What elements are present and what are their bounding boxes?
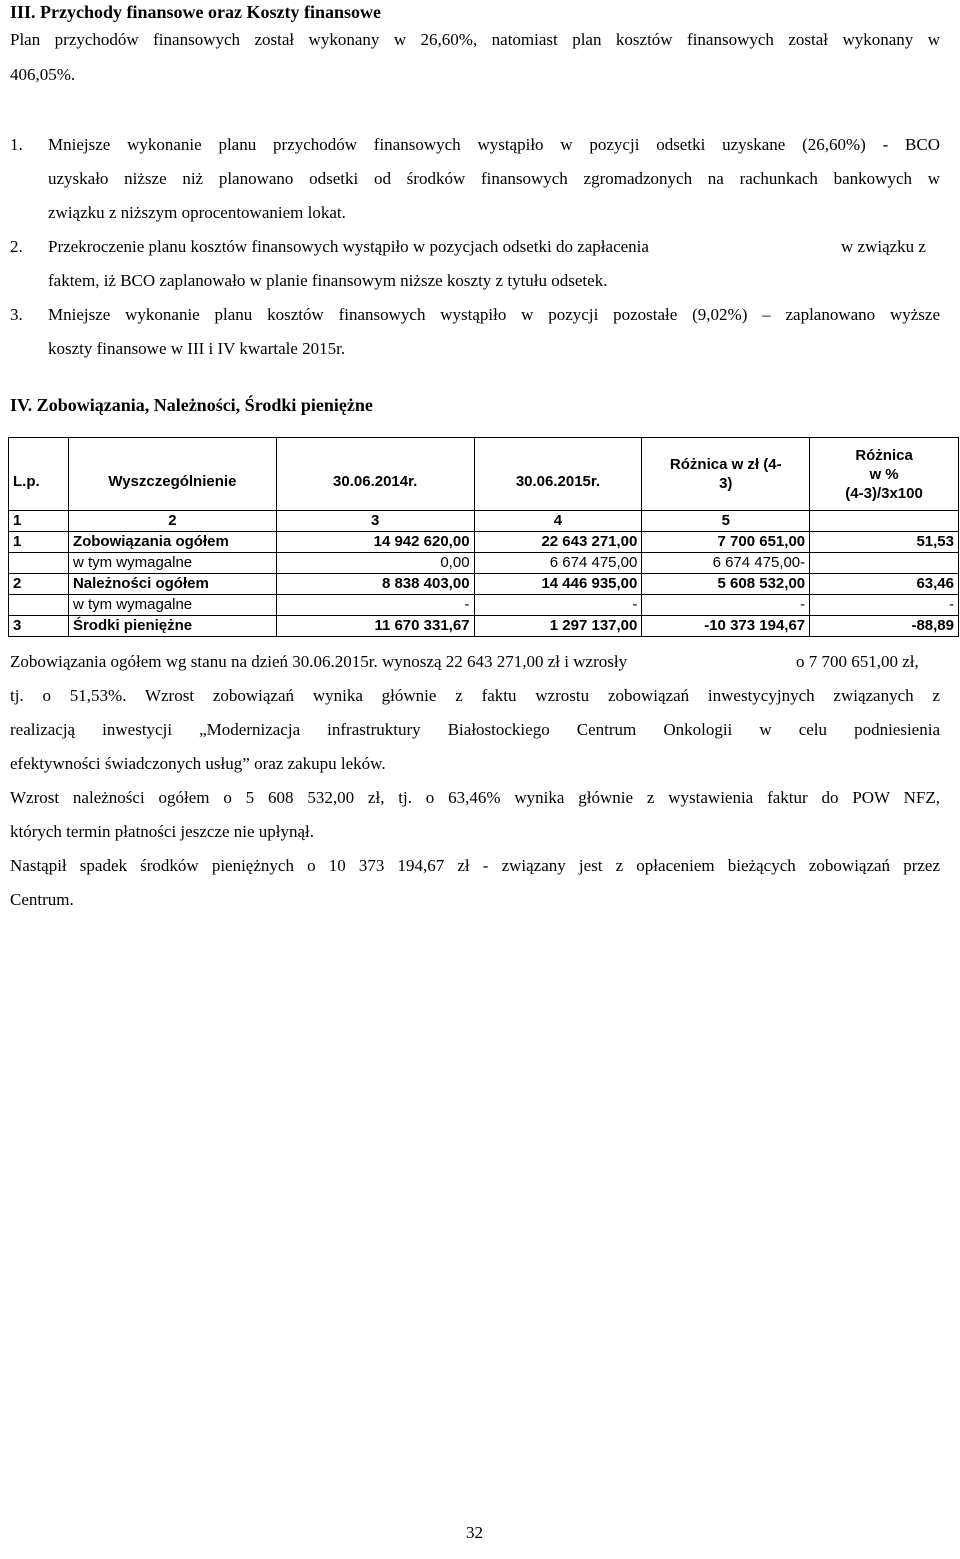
item-1-line2: uzyskało niższe niż planowano odsetki od środków finansowych zgromadzonych na rachunkach bankowych w <box>48 169 940 188</box>
cell-2015: 14 446 935,00 <box>474 574 642 595</box>
cell-description: w tym wymagalne <box>68 595 276 616</box>
cell-2015: - <box>474 595 642 616</box>
summary-p1-line4: efektywności świadczonych usług” oraz zakupu leków. <box>10 754 386 773</box>
header-difference-pct <box>810 438 959 511</box>
cell-percent: - <box>810 595 959 616</box>
item-3-line2: koszty finansowe w III i IV kwartale 2015r. <box>48 339 346 358</box>
header-difference-pct-line3: (4-3)/3x100 <box>845 484 923 502</box>
table-header-row <box>9 438 959 511</box>
table-row <box>9 616 959 637</box>
cell-description: Zobowiązania ogółem <box>68 532 276 553</box>
summary-p1-line1b: o 7 700 651,00 zł, <box>796 652 919 671</box>
cell-2014: 8 838 403,00 <box>276 574 474 595</box>
summary-p1-line3: realizacją inwestycji „Modernizacja infrastruktury Białostockiego Centrum Onkologii w celu podniesienia <box>10 720 940 739</box>
item-2-line1b: w związku z <box>841 237 926 256</box>
cell-percent: 51,53 <box>810 532 959 553</box>
table-row <box>9 595 959 616</box>
item-2-line2: faktem, iż BCO zaplanowało w planie finansowym niższe koszty z tytułu odsetek. <box>48 271 608 290</box>
header-difference-pct-line1: Różnica <box>855 446 913 464</box>
header-date-2015: 30.06.2015r. <box>474 438 642 511</box>
numbering-cell: 1 <box>9 511 69 532</box>
numbering-cell: 3 <box>276 511 474 532</box>
cell-2014: 0,00 <box>276 553 474 574</box>
cell-lp: 3 <box>9 616 69 637</box>
summary-p1-line1a: Zobowiązania ogółem wg stanu na dzień 30.06.2015r. wynoszą 22 643 271,00 zł i wzrosły <box>10 652 628 671</box>
table-numbering-row <box>9 511 959 532</box>
cell-difference: - <box>642 595 810 616</box>
numbering-cell: 4 <box>474 511 642 532</box>
cell-percent <box>810 553 959 574</box>
header-difference-pct-line2: w % <box>869 465 899 483</box>
section-4-heading: IV. Zobowiązania, Należności, Środki pieniężne <box>10 395 373 415</box>
numbering-cell: 2 <box>68 511 276 532</box>
summary-p3-line2: Centrum. <box>10 890 74 909</box>
cell-2014: - <box>276 595 474 616</box>
cell-description: Należności ogółem <box>68 574 276 595</box>
cell-difference: -10 373 194,67 <box>642 616 810 637</box>
cell-lp: 2 <box>9 574 69 595</box>
cell-2015: 1 297 137,00 <box>474 616 642 637</box>
table-row <box>9 532 959 553</box>
item-1-line1: Mniejsze wykonanie planu przychodów finansowych wystąpiło w pozycji odsetki uzyskane (26,60%) - BCO <box>48 135 940 154</box>
header-difference-zl-line1: Różnica w zł (4- <box>669 456 782 473</box>
cell-difference: 6 674 475,00- <box>642 553 810 574</box>
item-3-number: 3. <box>10 305 23 324</box>
header-lp: L.p. <box>9 438 69 511</box>
numbering-cell-empty <box>810 511 959 532</box>
header-difference-zl-line2: 3) <box>719 475 733 492</box>
cell-percent: 63,46 <box>810 574 959 595</box>
section-3-intro-line2: 406,05%. <box>10 65 76 84</box>
cell-description: w tym wymagalne <box>68 553 276 574</box>
cell-difference: 7 700 651,00 <box>642 532 810 553</box>
table-row <box>9 553 959 574</box>
cell-difference: 5 608 532,00 <box>642 574 810 595</box>
cell-2015: 6 674 475,00 <box>474 553 642 574</box>
cell-percent: -88,89 <box>810 616 959 637</box>
summary-p2-line1: Wzrost należności ogółem o 5 608 532,00 zł, tj. o 63,46% wynika głównie z wystawienia faktur do POW NFZ, <box>10 788 940 807</box>
cell-lp <box>9 553 69 574</box>
item-1-line3: związku z niższym oprocentowaniem lokat. <box>48 203 346 222</box>
header-date-2014: 30.06.2014r. <box>276 438 474 511</box>
summary-p3-line1: Nastąpił spadek środków pieniężnych o 10 373 194,67 zł - związany jest z opłaceniem bieżących zobowiązań przez <box>10 856 940 875</box>
cell-lp: 1 <box>9 532 69 553</box>
header-difference-zl <box>642 438 810 511</box>
cell-lp <box>9 595 69 616</box>
item-1-number: 1. <box>10 135 23 154</box>
cell-description: Środki pieniężne <box>68 616 276 637</box>
summary-p2-line2: których termin płatności jeszcze nie upłynął. <box>10 822 315 841</box>
item-3-line1: Mniejsze wykonanie planu kosztów finansowych wystąpiło w pozycji pozostałe (9,02%) – zaplanowano wyższe <box>48 305 940 324</box>
header-description: Wyszczególnienie <box>68 438 276 511</box>
item-2-number: 2. <box>10 237 23 256</box>
section-3-heading: III. Przychody finansowe oraz Koszty finansowe <box>10 2 381 22</box>
item-2-line1a: Przekroczenie planu kosztów finansowych wystąpiło w pozycjach odsetki do zapłacenia <box>48 237 649 256</box>
table-row <box>9 574 959 595</box>
page-number: 32 <box>466 1523 483 1542</box>
cell-2014: 11 670 331,67 <box>276 616 474 637</box>
summary-p1-line2: tj. o 51,53%. Wzrost zobowiązań wynika głównie z faktu wzrostu zobowiązań inwestycyjnych związanych z <box>10 686 940 705</box>
financial-table <box>8 437 959 637</box>
cell-2015: 22 643 271,00 <box>474 532 642 553</box>
numbering-cell: 5 <box>642 511 810 532</box>
section-3-intro-line1: Plan przychodów finansowych został wykonany w 26,60%, natomiast plan kosztów finansowych został wykonany w <box>10 30 940 49</box>
cell-2014: 14 942 620,00 <box>276 532 474 553</box>
